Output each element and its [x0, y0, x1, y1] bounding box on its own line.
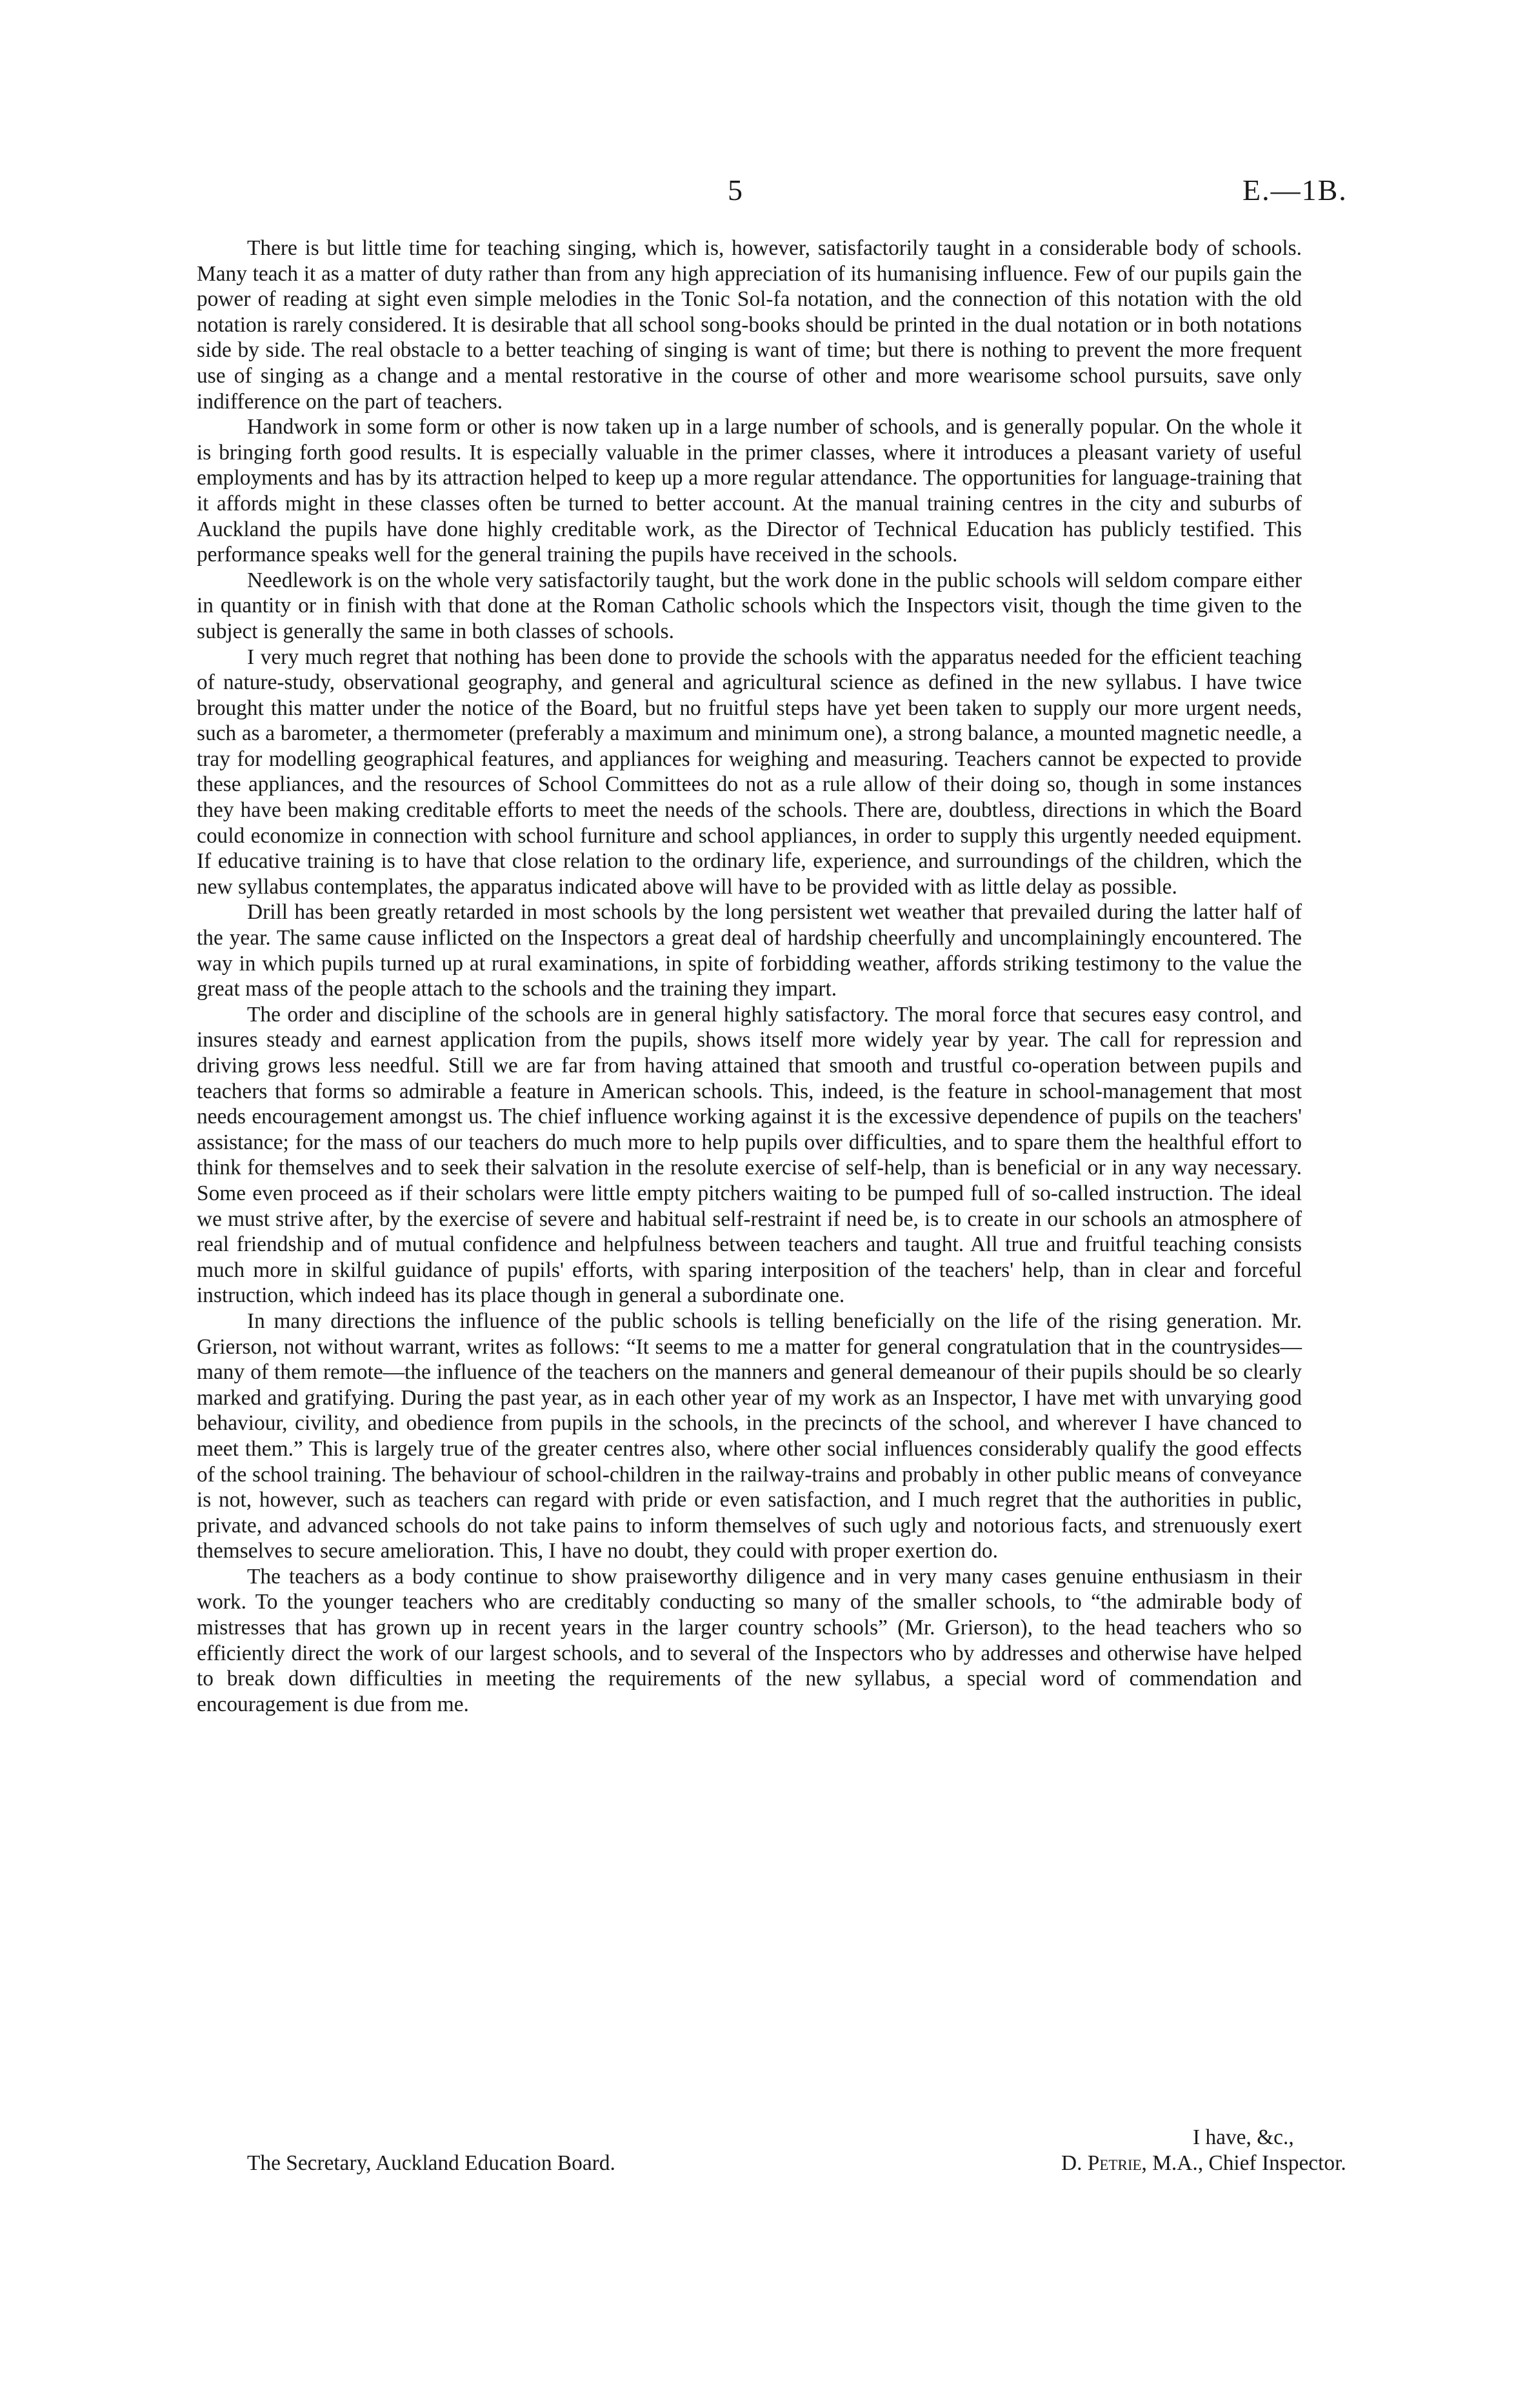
signature-name: D. Petrie: [1061, 2151, 1142, 2175]
paragraph-handwork: Handwork in some form or other is now taken up in a large number of schools, and is generally popular. On the whole it is bringing forth good results. It is especially valuable in the primer classes, where it introduces a pleasant variety of useful employments and has by its attraction helped to keep up a more regular attendance. The opportunities for language-training that it affords might in these classes often be turned to better account. At the manual training centres in the city and suburbs of Auckland the pupils have done highly creditable work, as the Director of Technical Education has publicly testified. This performance speaks well for the general training the pupils have received in the schools.: [197, 415, 1302, 567]
paragraph-influence: In many directions the influence of the public schools is telling beneficially on the life of the rising generation. Mr. Grierson, not without warrant, writes as follows: “It seems to me a matter for general congratulation that in the countrysides—many of them remote—the influence of the teachers on the manners and general demeanour of their pupils should be so clearly marked and gratifying. During the past year, as in each other year of my work as an Inspector, I have met with unvarying good behaviour, civility, and obedience from pupils in the schools, in the precincts of the school, and wherever I have chanced to meet them.” This is largely true of the greater centres also, where other social influences considerably qualify the good effects of the school training. The behaviour of school-children in the railway-trains and probably in other public means of conveyance is not, however, such as teachers can regard with pride or even satisfaction, and I much regret that the authorities in public, private, and advanced schools do not take pains to inform themselves of such ugly and notorious facts, and strenuously exert themselves to secure amelioration. This, I have no doubt, they could with proper exertion do.: [197, 1309, 1302, 1563]
series-code: E.—1B.: [1242, 174, 1348, 206]
paragraph-apparatus: I very much regret that nothing has been done to provide the schools with the apparatus needed for the efficient teaching of nature-study, observational geography, and general and agricultural science as defined in the new syllabus. I have twice brought this matter under the notice of the Board, but no fruitful steps have yet been taken to supply our more urgent needs, such as a barometer, a thermometer (preferably a maximum and minimum one), a strong balance, a mounted magnetic needle, a tray for modelling geographical features, and appliances for weighing and measuring. Teachers cannot be expected to provide these appliances, and the resources of School Committees do not as a rule allow of their doing so, though in some instances they have been making creditable efforts to meet the needs of the schools. There are, doubtless, directions in which the Board could economize in connection with school furniture and school appliances, in order to supply this urgently needed equipment. If educative training is to have that close relation to the ordinary life, experience, and surroundings of the children, which the new syllabus contemplates, the apparatus indicated above will have to be provided with as little delay as possible.: [197, 645, 1302, 899]
paragraph-singing: There is but little time for teaching singing, which is, however, satisfactorily taught in a considerable body of schools. Many teach it as a matter of duty rather than from any high appreciation of its humanising influence. Few of our pupils gain the power of reading at sight even simple melodies in the Tonic Sol-fa notation, and the connection of this notation with the old notation is rarely considered. It is desirable that all school song-books should be printed in the dual notation or in both notations side by side. The real obstacle to a better teaching of singing is want of time; but there is nothing to prevent the more frequent use of singing as a change and a mental restorative in the course of other and more wearisome school pursuits, save only indifference on the part of teachers.: [197, 236, 1302, 414]
paragraph-drill: Drill has been greatly retarded in most schools by the long persistent wet weather that prevailed during the latter half of the year. The same cause inflicted on the Inspectors a great deal of hardship cheerfully and uncomplainingly encountered. The way in which pupils turned up at rural examinations, in spite of forbidding weather, affords striking testimony to the value the great mass of the people attach to the schools and the training they impart.: [197, 900, 1302, 1001]
paragraph-discipline: The order and discipline of the schools are in general highly satisfactory. The moral force that secures easy control, and insures steady and earnest application from the pupils, shows itself more widely year by year. The call for repression and driving grows less needful. Still we are far from having attained that smooth and trustful co-operation between pupils and teachers that forms so admirable a feature in American schools. This, indeed, is the feature in school-management that most needs encouragement amongst us. The chief influence working against it is the excessive dependence of pupils on the teachers' assistance; for the mass of our teachers do much more to help pupils over difficulties, and to spare them the healthful effort to think for themselves and to seek their salvation in the resolute exercise of self-help, than is beneficial or in any way necessary. Some even proceed as if their scholars were little empty pitchers waiting to be pumped full of so-called instruction. The ideal we must strive after, by the exercise of severe and habitual self-restraint if need be, is to create in our schools an atmosphere of real friendship and of mutual confidence and helpfulness between teachers and taught. All true and fruitful teaching consists much more in skilful guidance of pupils' efforts, with sparing interposition of the teachers' help, than in clear and forceful instruction, which indeed has its place though in general a subordinate one.: [197, 1002, 1302, 1308]
paragraph-needlework: Needlework is on the whole very satisfactorily taught, but the work done in the public schools will seldom compare either in quantity or in finish with that done at the Roman Catholic schools which the Inspectors visit, though the time given to the subject is generally the same in both classes of schools.: [197, 568, 1302, 643]
signature-title: , M.A., Chief Inspector.: [1141, 2151, 1346, 2175]
closing-signature-line: [197, 2151, 1346, 2176]
report-body: [197, 236, 1302, 1717]
recipient: The Secretary, Auckland Education Board.: [247, 2151, 615, 2175]
signature: [1061, 2151, 1346, 2176]
closing-salutation-line: [197, 2125, 1302, 2151]
page-number: 5: [728, 174, 743, 206]
closing-salutation: I have, &c.,: [1193, 2125, 1294, 2149]
paragraph-teachers: The teachers as a body continue to show praiseworthy diligence and in very many cases genuine enthusiasm in their work. To the younger teachers who are creditably conducting so many of the smaller schools, to “the admirable body of mistresses that has grown up in recent years in the larger country schools” (Mr. Grierson), to the head teachers who so efficiently direct the work of our largest schools, and to several of the Inspectors who by addresses and otherwise have helped to break down difficulties in meeting the requirements of the new syllabus, a special word of commendation and encouragement is due from me.: [197, 1564, 1302, 1716]
